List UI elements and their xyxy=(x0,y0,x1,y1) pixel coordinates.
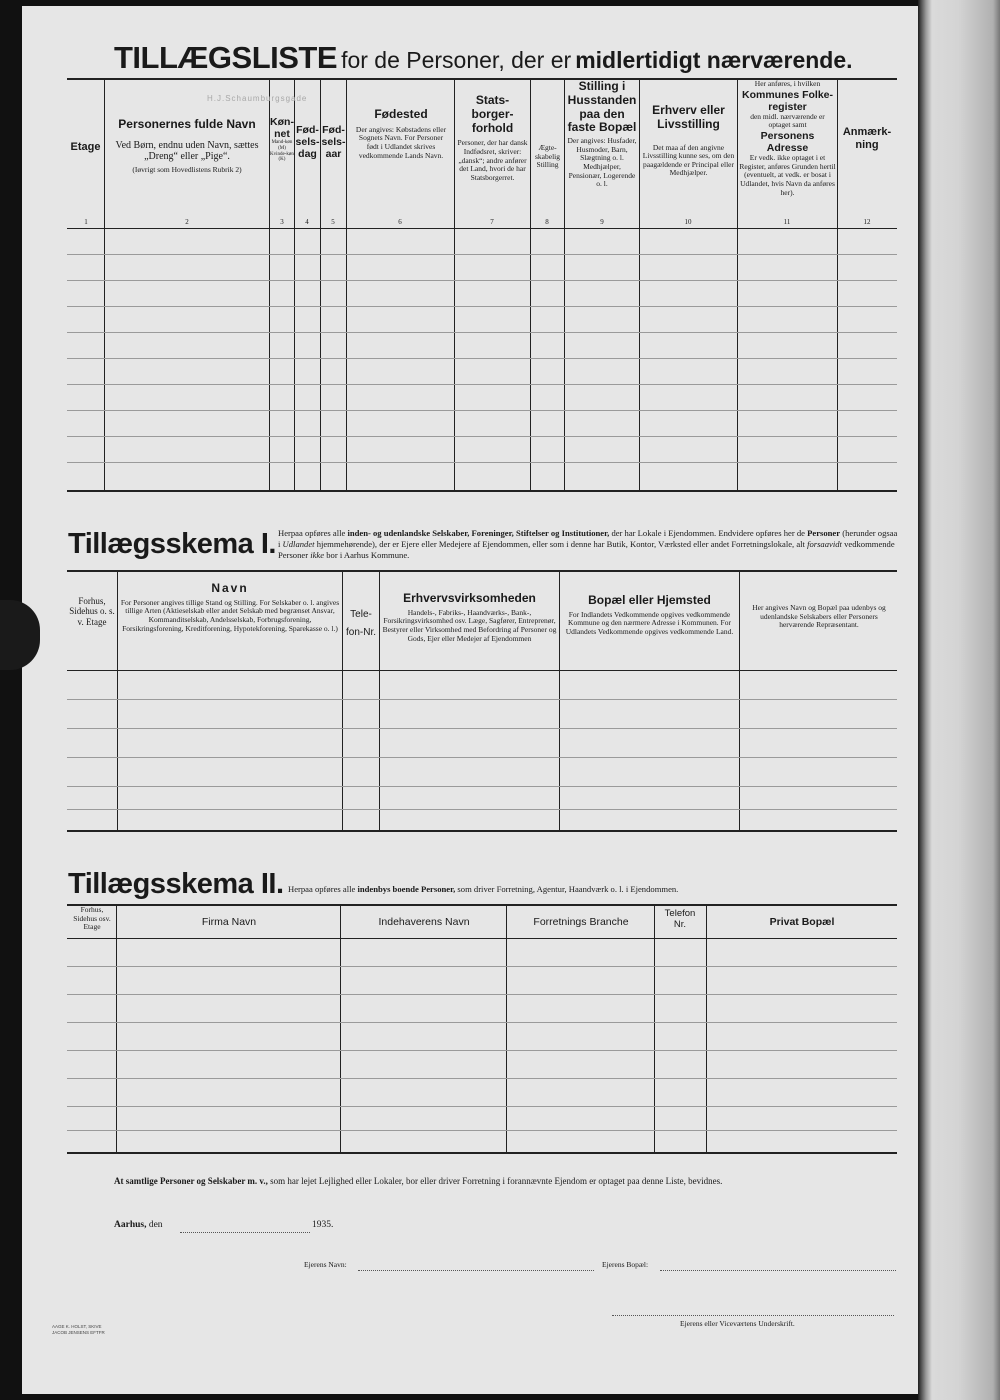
faint-stamp: H.J.Schaumburgsgade xyxy=(207,94,308,103)
col-erhverv-header: Erhverv eller Livsstilling Det maa af den angivne Livsstilling kunne ses, om den paagældende er Principal eller Medhjælper. xyxy=(642,103,735,178)
col-stilling-header: Stilling i Husstanden paa den faste Bopæl Der angives: Husfader, Husmoder, Barn, Slægtning o. l. Medhjælper, Pensionær, Logerende o. l. xyxy=(567,79,637,189)
skema1-col-navn: Navn For Personer angives tillige Stand og Stilling. For Selskaber o. l. angives tillige Arten (Aktieselskab eller andet Selskab med begrænset Ansvar, Kommanditselskab, Andelsselskab, Forbrugsforening, Forsikringsforening, Kreditforening, Hypotekforening, Sparekasse o. l.) xyxy=(120,581,340,633)
col-num-4: 4 xyxy=(305,218,309,226)
skema2-col-branche: Forretnings Branche xyxy=(533,916,629,928)
title-main: TILLÆGSLISTE xyxy=(114,40,338,75)
col-num-9: 9 xyxy=(600,218,604,226)
col-foedselsdag-header: Fød-sels-dag xyxy=(295,124,320,161)
col-navn-header: Personernes fulde Navn Ved Børn, endnu uden Navn, sættes „Dreng“ eller „Pige“. (Iøvrigt som Hovedlistens Rubrik 2) xyxy=(115,117,259,174)
title-bold: midlertidigt nærværende. xyxy=(575,47,853,73)
certification-statement: At samtlige Personer og Selskaber m. v., som har lejet Lejlighed eller Lokaler, bor eller driver Forretning i forannævnte Ejendom er optaget paa denne Liste, bevidnes. xyxy=(114,1176,723,1186)
printer-imprint: AAGE K. HOLST, SKIVE JACOB JENSENS EFTFR xyxy=(52,1324,105,1336)
date-line: Aarhus, den xyxy=(114,1220,163,1230)
skema1-col-erhverv: Erhvervsvirksomheden Handels-, Fabriks-, Haandværks-, Bank-, Forsikringsvirksomhed osv. Læge, Sagfører, Entreprenør, Bestyrer eller Virksomhed med Befordring af Personer og Gods, Ejer eller Medejer af Ejendommen xyxy=(382,591,557,643)
col-anmaerkning-header: Anmærk-ning xyxy=(842,126,892,151)
col-num-8: 8 xyxy=(545,218,549,226)
date-year: 1935. xyxy=(312,1220,334,1230)
skema1-col-telefon: Tele-fon-Nr. xyxy=(345,609,376,639)
owner-address-field[interactable] xyxy=(660,1270,896,1271)
owner-name-label: Ejerens Navn: xyxy=(304,1260,347,1269)
signature-label: Ejerens eller Viceværtens Underskrift. xyxy=(680,1319,795,1328)
page-title xyxy=(114,40,853,76)
col-statsborger-header: Stats-borger-forhold Personer, der har dansk Indfødsret, skriver: „dansk“; andre anfører det Land, hvori de har Statsborgerret. xyxy=(457,93,528,182)
col-etage-header: Etage xyxy=(70,141,101,153)
owner-address-label: Ejerens Bopæl: xyxy=(602,1260,649,1269)
col-num-12: 12 xyxy=(863,218,871,226)
col-aegteskab-header: Ægte-skabelig Stilling xyxy=(535,143,560,170)
skema2-col-indehaver: Indehaverens Navn xyxy=(378,916,470,928)
skema2-col-telefon: Telefon Nr. xyxy=(664,908,696,930)
date-field[interactable] xyxy=(180,1232,310,1233)
col-num-2: 2 xyxy=(185,218,189,226)
skema2-col-privat-bopael: Privat Bopæl xyxy=(769,916,835,928)
skema1-title: Tillægsskema I. xyxy=(68,528,276,560)
skema2-description: Herpaa opføres alle indenbys boende Personer, som driver Forretning, Agentur, Haandværk o. l. i Ejendommen. xyxy=(288,884,679,894)
col-num-5: 5 xyxy=(331,218,335,226)
col-num-7: 7 xyxy=(490,218,494,226)
skema2-title: Tillægsskema II. xyxy=(68,868,284,900)
col-koen-header: Køn-net Mand-køn (M) Kvinde-køn (K) xyxy=(270,116,294,163)
col-num-6: 6 xyxy=(398,218,402,226)
form-page xyxy=(22,6,920,1394)
title-rest: for de Personer, der er xyxy=(341,47,572,73)
skema1-description: Herpaa opføres alle inden- og udenlandske Selskaber, Foreninger, Stiftelser og Institutioner, der har Lokale i Ejendommen. Endvidere opføres her de Personer (herunder ogsaa i Udlandet hjemmehørende), der er Ejere eller Medejere af Ejendommen, eller som i denne har Butik, Kontor, Værksted eller andet Forretningslokale, alt forsaavidt vedkommende Personer ikke bor i Aarhus Kommune. xyxy=(278,528,898,561)
skema1-col-bopael: Bopæl eller Hjemsted For Indlandets Vedkommende opgives vedkommende Kommune og den nærmere Adresse i Kommunen. For Udlandets Vedkommende opgives vedkommende Land. xyxy=(565,593,734,637)
col-num-11: 11 xyxy=(783,218,791,226)
skema1-col-etage: Forhus, Sidehus o. s. v. Etage xyxy=(69,596,115,627)
skema2-col-firma: Firma Navn xyxy=(201,916,257,928)
col-register-header: Her anføres, i hvilken Kommunes Folke-register den midl. nærværende er optaget samt Personens Adresse Er vedk. ikke optaget i et Register, anføres Grunden hertil (eventuelt, at vedk. er bosat i Udlandet, hvis Navn da anføres her). xyxy=(739,79,836,197)
adjacent-page-edge xyxy=(918,0,1000,1400)
col-foedested-header: Fødested Der angives: Købstadens eller Sognets Navn. For Personer født i Udlandet skrives vedkommende Lands Navn. xyxy=(355,107,447,160)
col-num-10: 10 xyxy=(684,218,692,226)
skema2-col-etage: Forhus, Sidehus osv. Etage xyxy=(73,905,111,932)
col-num-1: 1 xyxy=(84,218,88,226)
col-foedselsaar-header: Fød-sels-aar xyxy=(321,124,346,161)
signature-field[interactable] xyxy=(612,1315,894,1316)
col-num-3: 3 xyxy=(280,218,284,226)
owner-name-field[interactable] xyxy=(358,1270,594,1271)
skema1-col-repraesentant: Her angives Navn og Bopæl paa udenbys og udenlandske Selskabers eller Personers herværende Repræsentant. xyxy=(752,603,886,630)
